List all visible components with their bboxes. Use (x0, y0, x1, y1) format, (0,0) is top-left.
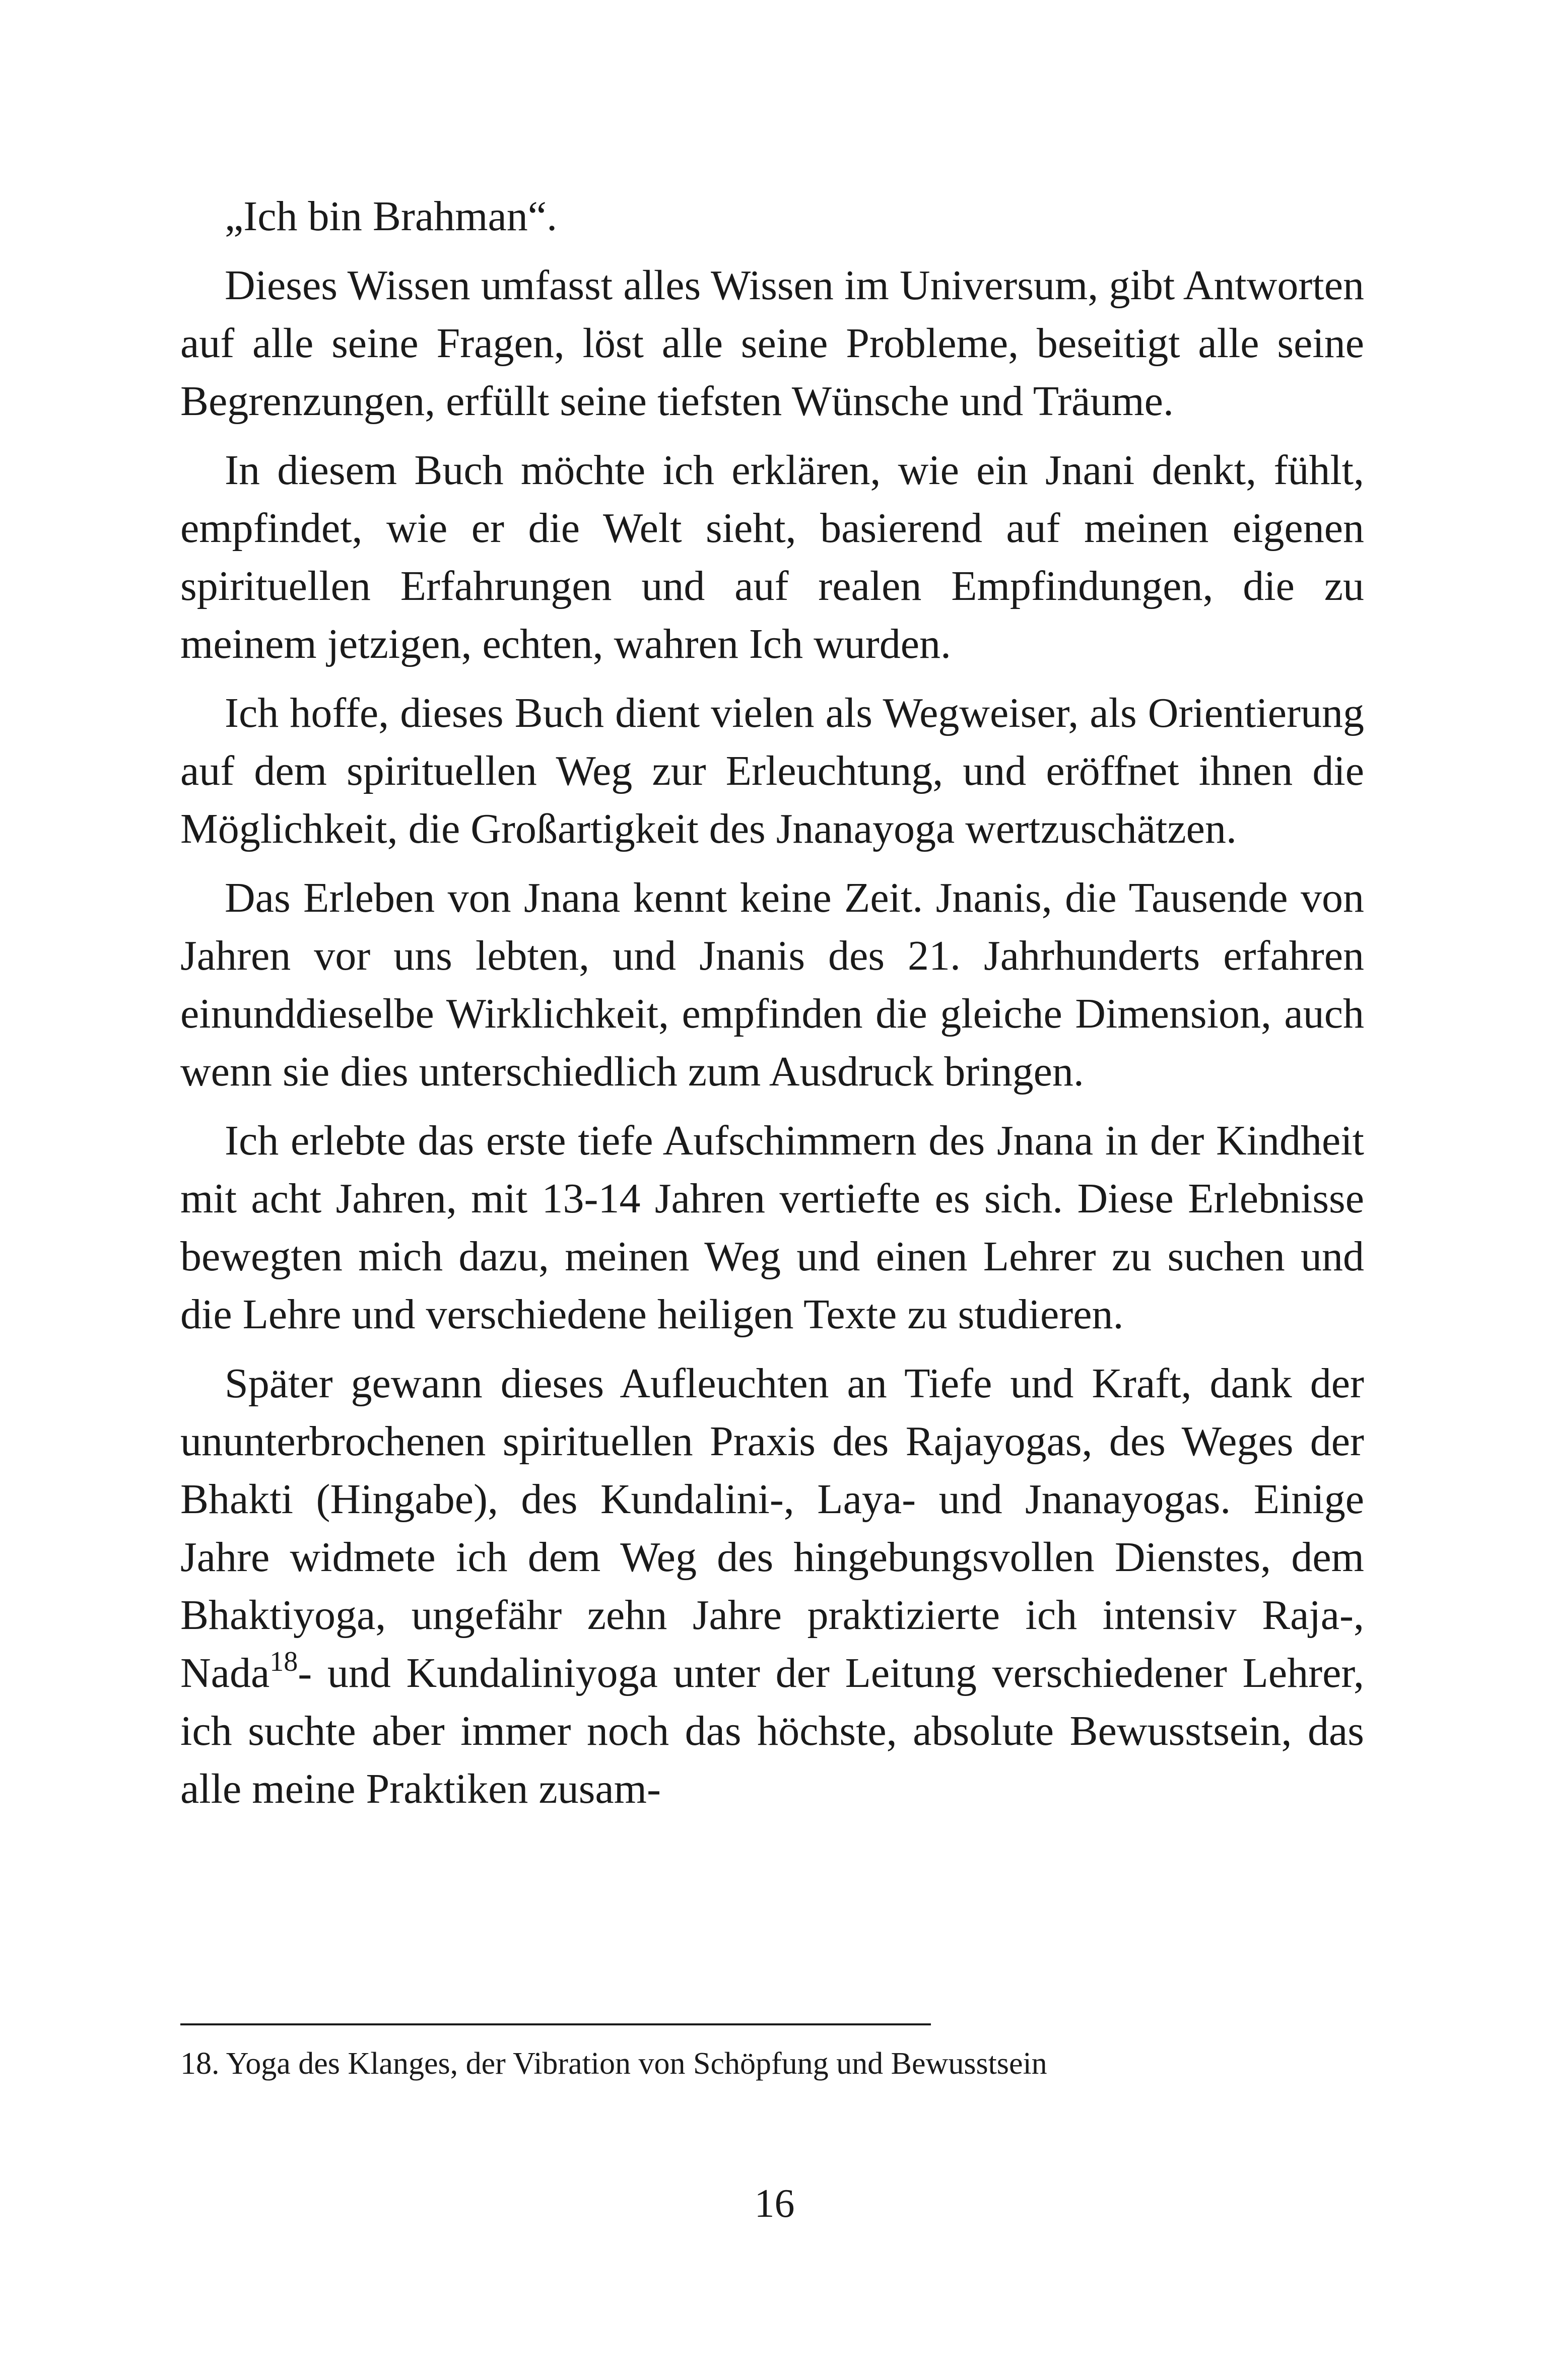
footnote-divider (180, 2023, 931, 2025)
page-number: 16 (754, 2182, 795, 2226)
paragraph-3: In diesem Buch möchte ich erklären, wie ein Jnani denkt, fühlt, empfindet, wie er die Welt sieht, basierend auf meinen eigenen spirituellen Erfahrungen und auf realen Empfindungen, die zu meinem jetzigen, echten, wahren Ich wurden. (180, 447, 1364, 667)
paragraph-6: Ich erlebte das erste tiefe Aufschimmern des Jnana in der Kindheit mit acht Jahren, mit 13-14 Jahren vertiefte es sich. Diese Erlebnisse bewegten mich dazu, meinen Weg und einen Lehrer zu suchen und die Lehre und verschiedene heiligen Texte zu studieren. (180, 1117, 1364, 1338)
body-text (180, 187, 1364, 1818)
paragraph-7-text-before: Später gewann dieses Aufleuchten an Tiefe und Kraft, dank der ununterbrochenen spirituellen Praxis des Rajayogas, des Weges der Bhakti (Hingabe), des Kundalini-, Laya- und Jnanayogas. Einige Jahre widmete ich dem Weg des hingebungsvollen Dienstes, dem Bhaktiyoga, ungefähr zehn Jahre praktizierte ich intensiv Raja-, Nada (180, 1360, 1364, 1696)
paragraph-5: Das Erleben von Jnana kennt keine Zeit. Jnanis, die Tausende von Jahren vor uns lebten, und Jnanis des 21. Jahrhunderts erfahren einunddieselbe Wirklichkeit, empfinden die gleiche Dimension, auch wenn sie dies unterschiedlich zum Ausdruck bringen. (180, 874, 1364, 1095)
paragraph-4: Ich hoffe, dieses Buch dient vielen als Wegweiser, als Orientierung auf dem spirituellen Weg zur Erleuchtung, und eröffnet ihnen die Möglichkeit, die Großartigkeit des Jnanayoga wertzuschätzen. (180, 690, 1364, 852)
footnote: 18. Yoga des Klanges, der Vibration von Schöpfung und Bewusstsein (180, 2047, 1047, 2081)
paragraph-1: „Ich bin Brahman“. (225, 193, 558, 240)
paragraph-7 (180, 1354, 1364, 1818)
paragraph-7-text-after: - und Kundaliniyoga unter der Leitung verschiedener Lehrer, ich suchte aber immer noch das höchste, absolute Bewusstsein, das alle meine Praktiken zusam- (180, 1650, 1364, 1812)
footnote-reference[interactable]: 18 (270, 1646, 298, 1677)
paragraph-2: Dieses Wissen umfasst alles Wissen im Universum, gibt Antworten auf alle seine Fragen, löst alle seine Probleme, beseitigt alle seine Begrenzungen, erfüllt seine tiefsten Wünsche und Träume. (180, 262, 1364, 425)
